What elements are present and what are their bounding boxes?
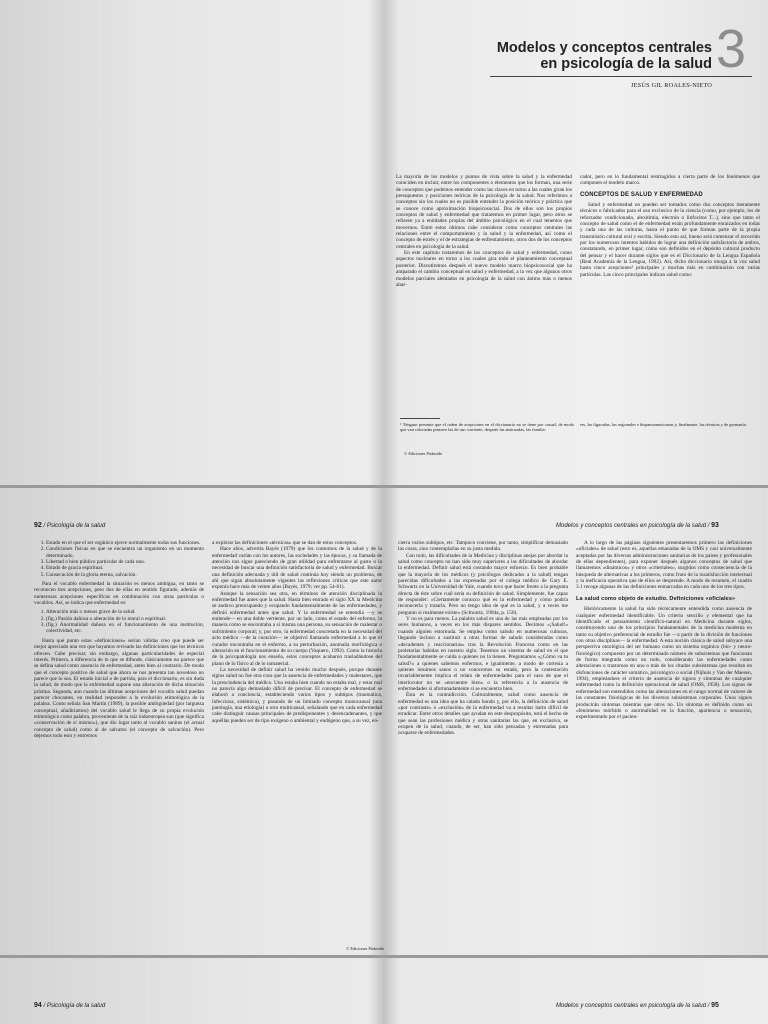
chapter-number: 3 [716, 19, 747, 79]
intro-paragraph: En este capítulo trataremos de los conceptos de salud y enfermedad, como aspectos nucleares en torno a los cuales gira todo el planteamiento conceptual posterior. Discutiremos después el nuevo modelo marco biopsicosocial que ha amparado el cambio conceptual en salud y enfermedad, a la vez que algunos otros modelos parciales alentados en psicología de la salud con ánimo más o menos abar- [396, 250, 572, 288]
subsection-heading: La salud como objeto de estudio. Definiciones «oficiales» [576, 595, 736, 602]
copyright-notice: © Ediciones Pirámide [346, 946, 384, 951]
body-paragraph: Con todo, las dificultades de la Medicina y disciplinas anejas por abordar la salud como concepto no han sido muy superiores a las dificultades de abordar la enfermedad. Definir salud está costando mayor esfuerzo. Es bien probable que la mayoría de los médicos (y psicólogos dedicados a la salud) tengan parecidas dificultades a las expresadas por el colega médico de Gary E. Schwartz en la Universidad de Yale, cuando tuvo que hacer frente a la pregunta directa de éste sobre cuál sería su definición de salud. Simplemente, fue capaz de responder: «Ciertamente conozco qué es la enfermedad y cómo podría reconocerla y tratarla. Pero no tengo idea de qué es la salud, y a veces me pregunto si realmente existe» (Schwartz, 1984a, p. 150). [398, 552, 568, 616]
spread-chapter-opener [0, 0, 768, 488]
body-paragraph: A lo largo de las páginas siguientes presentaremos primero las definiciones «oficiales» de salud (esto es, aquellas emanadas de la OMS y casi universalmente aceptadas por las diversas administraciones sanitarias de los países y profesionales de ellas dependientes), para exponer después algunos conceptos de salud que llamaremos «dinámicos» y otros «criteriales», surgidos como consecuencia de la búsqueda de alternativas a los primeros, como fruto de la insatisfacción intelectual y la ineficacia operativa que de ellos se desprende. A modo de resumen, el cuadro 3.1 recoge algunas de las definiciones enmarcadas en cada uno de los tres tipos. [576, 540, 752, 591]
body-paragraph: Salud y enfermedad no pueden ser tomados como dos conceptos meramente técnicos o fabricados para el uso exclusivo de la ciencia (como, por ejemplo, los de reforzador condicionado, alexitimia, electrón o linfocitos T...), sino que tanto el concepto de salud como el de enfermedad están profundamente enraizados en todas y cada una de las culturas, hasta el punto de que forman parte de la propia transmisión cultural oral y escrita. Siendo esto así, bueno será comenzar el recorrido por los numerosos intentos habidos de lograr una definición satisfactoria de ambos, constatando, en primer lugar, cómo son definidos en el depósito cultural producto del pensar y el hacer durante siglos que es el Diccionario de la Lengua Española (Real Academia de la Lengua, 1992). Así, dicho diccionario otorga a la voz salud hasta cinco acepciones¹ principales y muchas más en combinación con varias partículas. Las cinco principales indican salud como: [580, 202, 760, 278]
body-paragraph: cierra varios subtipos, etc. Tampoco conviene, por tanto, simplificar demasiado las cosas, sino contemplarlas en su justa medida. [398, 540, 568, 553]
running-title: Psicología de la salud [46, 1003, 106, 1009]
running-title: Modelos y conceptos centrales en psicología de la salud [556, 523, 707, 529]
chapter-title-rule [490, 76, 752, 77]
intro-column-right [580, 174, 760, 278]
body-paragraph: Y no es para menos. La palabra salud es una de las más empleadas por los seres humanos, a veces en los más dispares sentidos. Decimos «¡Salud!» cuando alguien estornuda. Se emplea como saludo en numerosas culturas, llegando incluso a sustituir a otras formas de saludo consideradas como «decadentes y reaccionarias» tras la Revolución Francesa como en las proletarias habidas en nuestro siglo. Tenemos un sistema de salud en el que fundamentalmente se cuida a quienes no la tienen. Preguntamos «¿Cómo va tu salud?» a quienes sabemos enfermos, e igualmente, a modo de cortesía a quienes intuimos sanos o no conocemos su estado, pero la contestación invariablemente implica el relato de enfermedades para el caso de que el interlocutor no se «encuentre bien» o la referencia a la ausencia de enfermedades si afortunadamente sí se encuentra bien. [398, 616, 568, 692]
footnote-rule [400, 418, 440, 419]
chapter-title: Modelos y conceptos centrales en psicología de la salud [496, 40, 712, 72]
footnote-left: ¹ Téngase presente que el orden de acepciones en el diccionario no se tiene por casual, de modo que van colocadas primero las de uso corriente, después las anticuadas, las familia- [400, 422, 574, 433]
chapter-author: JESÚS GIL ROALES-NIETO [630, 82, 712, 89]
list-item: 3. (fig.) Anormalidad dañosa en el funcionamiento de una institución, colectividad, etc. [46, 622, 204, 635]
spread-pages-92-93 [0, 488, 768, 958]
body-paragraph: a explorar las definiciones «técnicas» que se dan de estos conceptos. [212, 540, 358, 546]
list-item: 2. Condiciones físicas en que se encuentra un organismo en un momento determinado. [46, 546, 204, 559]
definition-list-enfermedad [34, 609, 204, 634]
body-paragraph: Hasta qué punto estas «definiciones» serían válidas creo que puede ser mejor apreciado una vez que hayamos revisado las definiciones que los técnicos ofrecen. Cabe precisar, sin embargo, algunas particularidades de especial interés. Primera, a diferencia de lo que se difunde, clásicamente no parece que se defina salud como ausencia de enfermedad, antes bien al contrario. De modo que el concepto positivo de salud que ahora se nos presenta tan novedoso no parece que lo sea. El estado inicial o de partida, para el diccionario, es sin duda la salud, de modo que la enfermedad supone una alteración de dicha situación prístina. Segunda, aun cuando las últimas acepciones del vocablo salud puedan parecer chocantes, en realidad responden a la evolución etimológica de la palabra. Como señala San Martín (1989), la posible ambigüedad (por largueza conceptual, añadiríamos) del vocablo salud le llega de su propia evolución etimológica como palabra, proveniente de la raíz indoeuropea sun (que significa «conservación de sí mismo»), que dio lugar tanto al vocablo sanitas (el actual concepto de salud) como al de salvatus (el concepto de salvación). Pero dejemos todo esto y entremos [34, 637, 204, 739]
body-paragraph: Históricamente la salud ha sido técnicamente entendida como ausencia de cualquier enfermedad identificable. Un criterio sencillo y elemental que ha identificado el pensamiento científico-natural en Medicina durante siglos, constituyendo uno de los principios fundamentales de la medicina moderna en tanto su objetivo preferencial de estudio fue —a partir de la división de funciones con otras disciplinas— la enfermedad. A esta noción clásica de salud subyace una perspectiva ontológica del ser humano como un sistema orgánico (bio- y neuro-fisiológico) compuesto por un determinado número de subsistemas que funcionan de forma integrada como un todo, considerando las enfermedades como alteraciones o trastornos en uno o más de los citados subsistemas que resultan en disfunciones de carácter somático, psicológico o social (Nijhuis y Van der Maesen, 1994), empleándose el criterio de ausencia de signos y síntomas de cualquier enfermedad como la definición operacional de salud (OMS, 1958). Los signos de enfermedad son entendidos como las alteraciones en el rango normal de valores de las constantes fisiológicas de los diversos subsistemas corporales. Unos signos producirán síntomas mientras que otros no. Un síntoma es definido como un «fenómeno mórbido o anormalidad en la función, apariencia o sensación, experimentado por el pacien- [576, 606, 752, 721]
intro-paragraph-continued: cador, pero en lo fundamental restringidos a cierta parte de los fenómenos que componen el modelo marco. [580, 174, 760, 187]
body-paragraph: Ésta es la contradicción. Culturalmente, salud como ausencia de enfermedad es una idea que ha calado hondo y, por ello, la definición de salud «por contraste» o «exclusión» de la enfermedad va a resultar harto difícil de erradicar. Entre otros detalles que ayudan en este despropósito, está el hecho de que sean las profesiones médica y otras sanitarias las que, en exclusiva, se ocupen de la salud, cuando, de ser, han sido pensadas y entrenadas para ocuparse de enfermedades. [398, 692, 568, 737]
page-number: 95 [711, 1002, 719, 1009]
list-item: 4. Estado de gracia espiritual. [46, 565, 204, 571]
footnote-right: res, las figuradas, las regionales e hispanoamericanas y, finalmente, las técnicas y de germanía. [580, 422, 747, 427]
copyright-notice: © Ediciones Pirámide [404, 451, 442, 456]
list-item: 3. Libertad o bien público particular de cada uno. [46, 559, 204, 565]
page-header-left: 92 / Psicología de la salud [34, 522, 106, 529]
list-item: 2. (fig.) Pasión dañosa o alteración de lo moral o espiritual. [46, 616, 204, 622]
definition-list-salud [34, 540, 204, 578]
page92-column-2 [212, 540, 382, 724]
page93-column-2 [576, 540, 752, 721]
page92-column-1 [34, 540, 204, 739]
section-heading: CONCEPTOS DE SALUD Y ENFERMEDAD [580, 191, 703, 198]
list-item: 1. Alteración más o menos grave de la salud. [46, 609, 204, 615]
list-item: 5. Consecución de la gloria eterna, salvación. [46, 572, 204, 578]
page-number: 92 [34, 522, 42, 529]
intro-paragraph: La mayoría de los modelos y puntos de vista sobre la salud y la enfermedad coinciden en incluir, entre los componentes o elementos que los forman, una serie de conceptos que podemos entender como las claves en torno a las cuales giran los presupuestos y posiciones teóricas de la psicología de la salud. Nos referimos a conceptos sin los cuales no es posible entender la posición teórica y práctica que se conoce como aproximación biopsicosocial. Dos de ellos son los propios conceptos de salud y enfermedad que trataremos en primer lugar, pero otros se refieren ya a entidades propias del ámbito psicológico en el cual tenemos que movernos. Entre estos últimos cabe considerar como conceptos centrales las relaciones entre el comportamiento y la salud y la enfermedad, así como el concepto de estrés y el de estrategias de enfrentamiento, otros dos de los conceptos centrales en psicología de la salud. [396, 174, 572, 250]
page-header-right: Modelos y conceptos centrales en psicología de la salud / 93 [556, 522, 719, 529]
running-title: Psicología de la salud [46, 523, 106, 529]
list-item: 1. Estado en el que el ser orgánico ejerce normalmente todas sus funciones. [46, 540, 204, 546]
page-number: 94 [34, 1002, 42, 1009]
intro-column-left [396, 174, 572, 288]
page-header-right: Modelos y conceptos centrales en psicología de la salud / 95 [556, 1002, 719, 1009]
page-header-left: 94 / Psicología de la salud [34, 1002, 106, 1009]
page93-column-1 [398, 540, 568, 737]
running-title: Modelos y conceptos centrales en psicología de la salud [556, 1003, 707, 1009]
body-paragraph: La necesidad de definir salud ha venido mucho después, porque durante siglos salud no fue otra cosa que la ausencia de enfermedades y malestares, que la prescindencia del médico. Uno estaba bien cuando no estaba mal, y estar mal no parecía algo demasiado difícil de precisar. El concepto de enfermedad se elaboró a conciencia, estableciendo varios tipos y subtipos (traumática, infecciosa, sistémica), y pasando de un limitado concepto monocausal (una patología, una etiología) a otro multicausal, señalando que en cada enfermedad cabe distinguir causas principales de predisponentes y desencadenantes, y que aquéllas pueden ser de tipo exógeno o ambiental y endógeno que, a su vez, en- [212, 666, 382, 724]
body-paragraph: Aunque la sensación sea otra, en términos de atención disciplinada la enfermedad fue antes que la salud. Hasta bien entrado el siglo XX la Medicina se anduvo preocupando y ocupando fundamentalmente de las enfermedades, y definió enfermedad antes que salud. Y la enfermedad se entendía —y se entiende— en una doble vertiente, por un lado, como el estado del enfermo, la manera como se encontraba a sí misma una persona, su sensación de malestar o sufrimiento corporal; y, por otro, la enfermedad concretada en la necesidad del acto médico —de la curación— se objetivó llamando enfermedad a lo que el curador encontraba en el enfermo, a su perturbación, anomalía morfológica o alteración en el funcionamiento de su cuerpo (Vaquero, 1992). Como la historia de la psicopatología nos enseña, estos conceptos acabaron trasladándose del plano de lo físico al de lo inmaterial. [212, 590, 382, 667]
spread-pages-94-95 [0, 958, 768, 1024]
body-paragraph: Para el vocablo enfermedad la situación es menos ambigua, en tanto se reconocen tres acepciones, pero dos de ellas en sentido figurado, además de numerosas acepciones específicas en combinación con otras partículas o vocablos. Así, se indica que enfermedad es: [34, 581, 204, 607]
body-paragraph: Hace años, advertía Bayés (1979) que los contornos de la salud y de la enfermedad varían con los autores, las sociedades y las épocas, y su llamada de atención nos sigue pareciendo de gran utilidad para enfrentarse al gusto o la necesidad de buscar una definición satisfactoria de salud y enfermedad. Buscar una definición adecuada y útil de salud continúa hoy siendo un problema, de ahí que sigan absolutamente vigentes las reflexiones críticas que este autor exponía hace más de veinte años (Bayés, 1979; ver pp. 54-61). [212, 546, 382, 591]
page-number: 93 [711, 522, 719, 529]
